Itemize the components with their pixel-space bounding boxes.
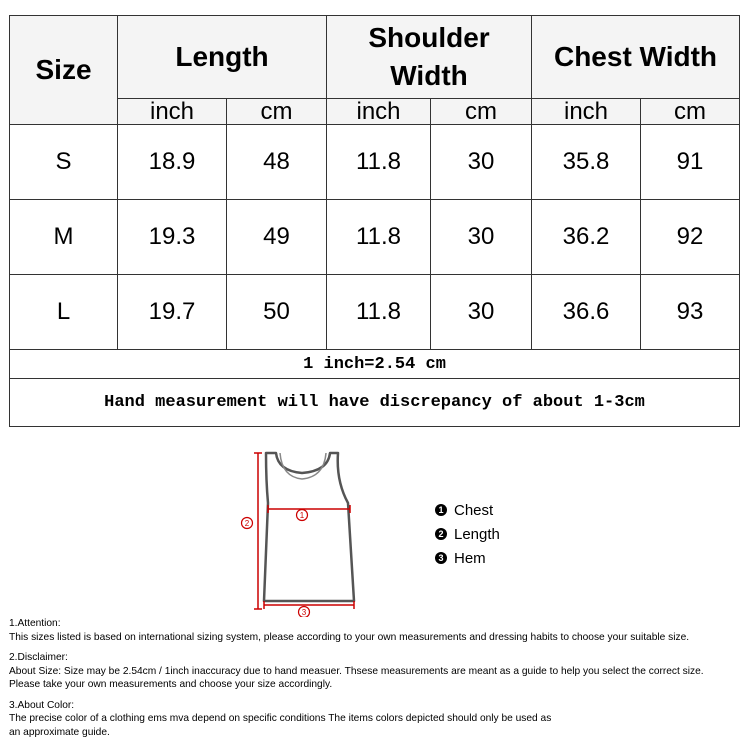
notes-section [9,617,747,746]
note-title: 3.About Color: [9,699,75,711]
legend-number-badge: 1 [435,504,447,516]
note-line: This sizes listed is based on international sizing system, please according to your own measurements and dressing habits to choose your suitable size. [9,631,690,643]
unit-row [10,99,740,125]
length-inch-cell: 18.9 [118,125,227,200]
size-cell: M [10,200,118,275]
shoulder-header-line1: Shoulder [368,22,490,53]
chest-inch-cell: 35.8 [532,125,641,200]
svg-text:3: 3 [301,608,307,617]
tank-top-diagram [238,447,368,617]
legend-label: Length [454,525,500,543]
note-line: The precise color of a clothing ems mva depend on specific conditions The items colors depicted should only be used as [9,713,552,724]
chest-cm-cell: 91 [641,125,740,200]
note-title: 2.Disclaimer: [9,652,68,663]
disclaimer-note [9,651,747,692]
legend-item-chest [435,498,500,522]
note-line: Please take your own measurements and choose your size accordingly. [9,679,333,690]
length-cm-cell: 50 [227,275,327,350]
length-inch-cell: 19.7 [118,275,227,350]
note-line: an approximate guide. [9,726,110,738]
legend-label: Hem [454,549,486,567]
attention-note [9,617,747,644]
legend-number-badge: 3 [435,552,447,564]
hem-marker [299,607,310,618]
note-title: 1.Attention: [9,618,61,629]
unit-cell: cm [431,99,532,125]
unit-cell: inch [118,99,227,125]
length-inch-cell: 19.3 [118,200,227,275]
size-cell: S [10,125,118,200]
conversion-note: 1 inch=2.54 cm [10,350,740,379]
shoulder-inch-cell: 11.8 [327,275,431,350]
unit-cell: cm [227,99,327,125]
header-row [10,16,740,99]
table-row [10,125,740,200]
length-marker [242,518,253,529]
legend-item-hem [435,546,500,570]
size-cell: L [10,275,118,350]
note-line: About Size: Size may be 2.54cm / 1inch inaccuracy due to hand measuer. Thsese measurements are meant as a guide to help you select the correct size. [9,665,704,677]
legend-number-badge: 2 [435,528,447,540]
chest-inch-cell: 36.6 [532,275,641,350]
hand-measurement-row [10,379,740,427]
garment-outline [264,453,354,601]
table-row [10,275,740,350]
unit-cell: cm [641,99,740,125]
shoulder-inch-cell: 11.8 [327,200,431,275]
shoulder-inch-cell: 11.8 [327,125,431,200]
shoulder-cm-cell: 30 [431,125,532,200]
chest-cm-cell: 93 [641,275,740,350]
length-cm-cell: 48 [227,125,327,200]
unit-cell: inch [327,99,431,125]
tank-top-illustration [238,447,368,617]
shoulder-header-line2: Width [390,60,468,91]
conversion-row [10,350,740,379]
unit-cell: inch [532,99,641,125]
hand-measurement-note: Hand measurement will have discrepancy of about 1-3cm [10,379,740,427]
size-chart-table [9,15,740,427]
shoulder-cm-cell: 30 [431,200,532,275]
legend-label: Chest [454,501,494,519]
shoulder-cm-cell: 30 [431,275,532,350]
svg-text:1: 1 [299,511,305,520]
length-header: Length [118,16,327,99]
chest-cm-cell: 92 [641,200,740,275]
table-row [10,200,740,275]
diagram-legend [435,498,500,570]
length-cm-cell: 49 [227,200,327,275]
size-header: Size [10,16,118,125]
chest-width-header: Chest Width [532,16,740,99]
legend-item-length [435,522,500,546]
svg-text:2: 2 [244,519,250,528]
chest-marker [297,510,308,521]
chest-inch-cell: 36.2 [532,200,641,275]
shoulder-width-header [327,16,532,99]
color-note [9,699,747,740]
